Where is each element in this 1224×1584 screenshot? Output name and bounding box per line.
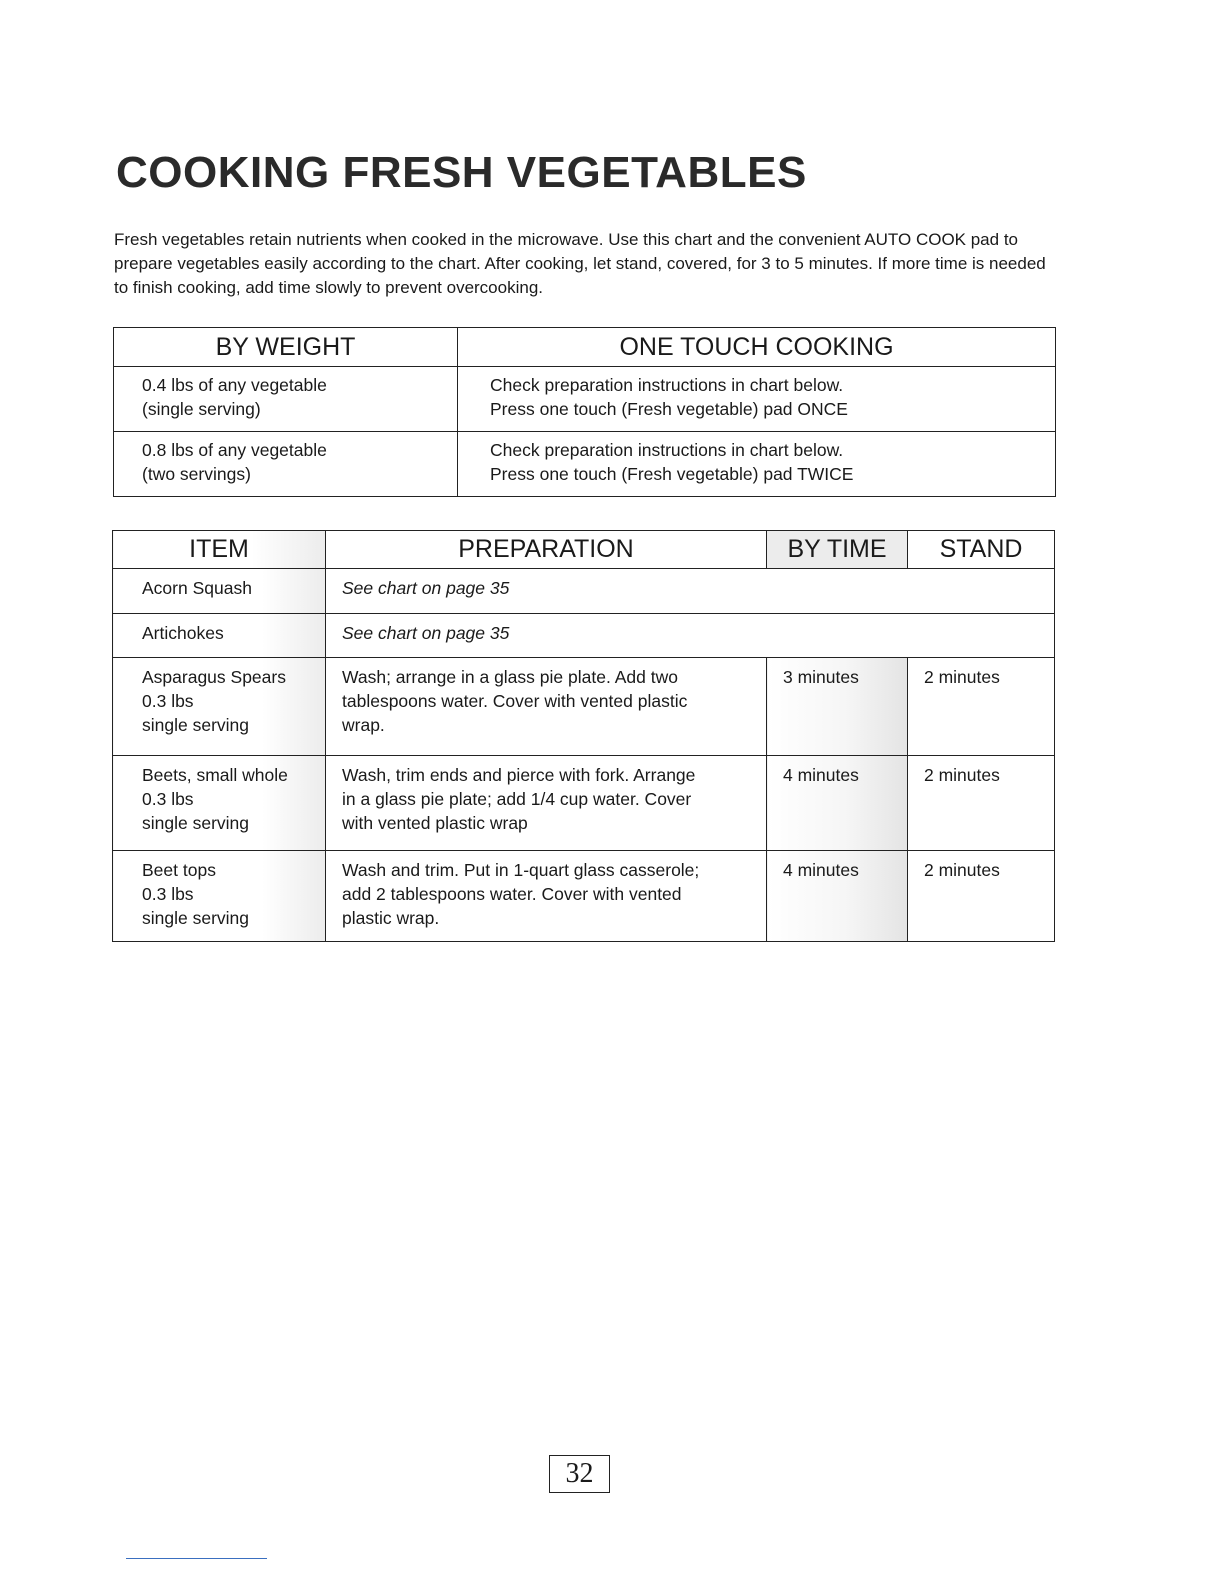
item-cell: Artichokes	[113, 614, 326, 658]
item-line: 0.3 lbs	[142, 691, 194, 711]
weight-table	[113, 327, 1056, 497]
preparation-line: tablespoons water. Cover with vented plastic	[342, 691, 688, 711]
table-row	[113, 569, 1055, 614]
item-line: 0.3 lbs	[142, 884, 194, 904]
header-stand: STAND	[908, 531, 1055, 569]
preparation-cell	[326, 658, 767, 756]
prep-table-header-row	[113, 531, 1055, 569]
item-cell	[113, 851, 326, 942]
header-item: ITEM	[113, 531, 326, 569]
table-row	[113, 614, 1055, 658]
weight-cell	[114, 367, 458, 432]
footer-rule	[126, 1558, 267, 1559]
header-preparation: PREPARATION	[326, 531, 767, 569]
item-line: 0.3 lbs	[142, 789, 194, 809]
item-cell	[113, 658, 326, 756]
page-number: 32	[549, 1455, 610, 1493]
page-title: COOKING FRESH VEGETABLES	[116, 148, 807, 197]
instruction-line: Press one touch (Fresh vegetable) pad ONCE	[490, 399, 848, 419]
item-line: single serving	[142, 715, 249, 735]
weight-line: 0.4 lbs of any vegetable	[142, 375, 327, 395]
preparation-cell: See chart on page 35	[326, 569, 1055, 614]
stand-time-cell: 2 minutes	[908, 851, 1055, 942]
instructions-cell	[458, 432, 1056, 497]
instruction-line: Press one touch (Fresh vegetable) pad TWICE	[490, 464, 854, 484]
preparation-line: add 2 tablespoons water. Cover with vented	[342, 884, 682, 904]
item-line: Asparagus Spears	[142, 667, 286, 687]
table-row	[113, 756, 1055, 851]
item-line: single serving	[142, 908, 249, 928]
weight-line: 0.8 lbs of any vegetable	[142, 440, 327, 460]
preparation-line: plastic wrap.	[342, 908, 440, 928]
intro-paragraph: Fresh vegetables retain nutrients when cooked in the microwave. Use this chart and the convenient AUTO COOK pad to prepare vegetables easily according to the chart. After cooking, let stand, covered, for 3 to 5 minutes. If more time is needed to finish cooking, add time slowly to prevent overcooking.	[114, 230, 1046, 297]
preparation-cell	[326, 756, 767, 851]
by-time-cell: 4 minutes	[767, 756, 908, 851]
weight-table-header-row	[114, 328, 1056, 367]
header-one-touch-cooking: ONE TOUCH COOKING	[458, 328, 1056, 367]
preparation-line: Wash; arrange in a glass pie plate. Add two	[342, 667, 678, 687]
preparation-table	[112, 530, 1055, 942]
preparation-line: Wash, trim ends and pierce with fork. Arrange	[342, 765, 696, 785]
header-by-weight: BY WEIGHT	[114, 328, 458, 367]
table-row	[114, 432, 1056, 497]
weight-line: (two servings)	[142, 464, 251, 484]
stand-time-cell: 2 minutes	[908, 658, 1055, 756]
item-line: Beet tops	[142, 860, 216, 880]
preparation-line: wrap.	[342, 715, 385, 735]
item-line: Beets, small whole	[142, 765, 288, 785]
instruction-line: Check preparation instructions in chart below.	[490, 375, 844, 395]
item-cell: Acorn Squash	[113, 569, 326, 614]
preparation-cell	[326, 851, 767, 942]
by-time-cell: 4 minutes	[767, 851, 908, 942]
weight-cell	[114, 432, 458, 497]
table-row	[113, 851, 1055, 942]
preparation-line: Wash and trim. Put in 1-quart glass casserole;	[342, 860, 700, 880]
header-by-time: BY TIME	[767, 531, 908, 569]
weight-line: (single serving)	[142, 399, 261, 419]
preparation-line: with vented plastic wrap	[342, 813, 528, 833]
stand-time-cell: 2 minutes	[908, 756, 1055, 851]
by-time-cell: 3 minutes	[767, 658, 908, 756]
table-row	[114, 367, 1056, 432]
item-cell	[113, 756, 326, 851]
preparation-cell: See chart on page 35	[326, 614, 1055, 658]
instructions-cell	[458, 367, 1056, 432]
preparation-line: in a glass pie plate; add 1/4 cup water. Cover	[342, 789, 692, 809]
instruction-line: Check preparation instructions in chart below.	[490, 440, 844, 460]
table-row	[113, 658, 1055, 756]
item-line: single serving	[142, 813, 249, 833]
